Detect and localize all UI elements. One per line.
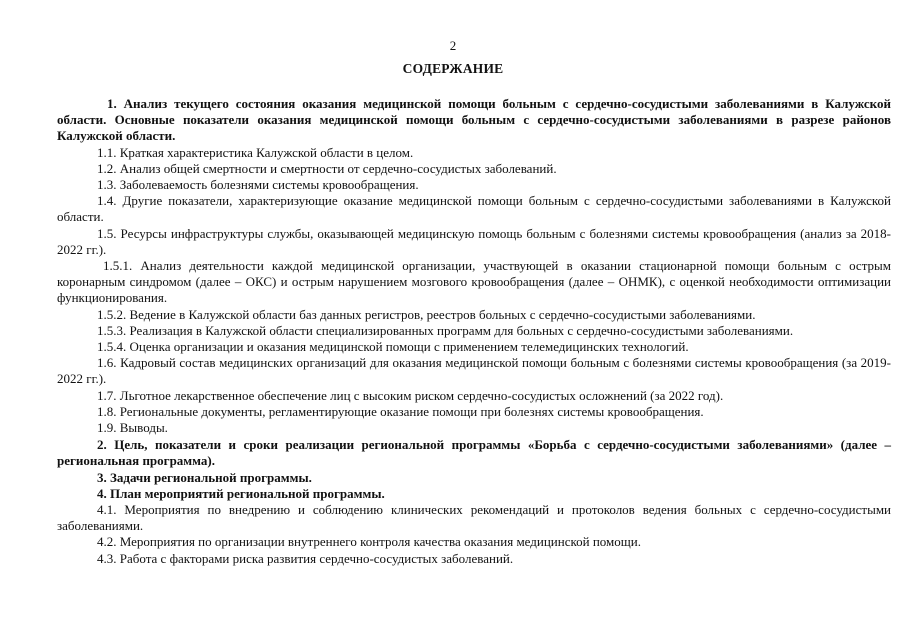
toc-entry-4-3: 4.3. Работа с факторами риска развития сердечно-сосудистых заболеваний. bbox=[97, 550, 514, 566]
toc-entry-1-5-2: 1.5.2. Ведение в Калужской области баз данных регистров, реестров больных с сердечно-сосудистыми заболеваниями. bbox=[97, 306, 756, 322]
toc-entry-1-5: 1.5. Ресурсы инфраструктуры службы, оказывающей медицинскую помощь больным с болезнями системы кровообращения (анализ за 2018-2022 гг.). bbox=[57, 225, 891, 257]
toc-entry-1-7: 1.7. Льготное лекарственное обеспечение лиц с высоким риском сердечно-сосудистых осложнений (за 2022 год). bbox=[97, 387, 724, 403]
toc-entry-1-4: 1.4. Другие показатели, характеризующие оказание медицинской помощи больным с сердечно-сосудистыми заболеваниями в Калужской области. bbox=[57, 193, 891, 225]
toc-entry-3: 3. Задачи региональной программы. bbox=[97, 469, 312, 485]
toc-entry-1-6: 1.6. Кадровый состав медицинских организаций для оказания медицинской помощи больным с болезнями системы кровообращения (за 2019-2022 гг.). bbox=[57, 355, 891, 387]
toc-entry-1-5-4: 1.5.4. Оценка организации и оказания медицинской помощи с применением телемедицинских технологий. bbox=[97, 339, 689, 355]
toc-entry-4: 4. План мероприятий региональной программы. bbox=[97, 485, 385, 501]
toc-entry-1-1: 1.1. Краткая характеристика Калужской области в целом. bbox=[97, 144, 414, 160]
toc-entry-1: 1. Анализ текущего состояния оказания медицинской помощи больным с сердечно-сосудистыми заболеваниями в Калужской области. Основные показатели оказания медицинской помощи больным с сердечно-сосудистыми заболеваниями в разрезе районов Калужской области. bbox=[57, 96, 891, 144]
toc-entry-1-5-1: 1.5.1. Анализ деятельности каждой медицинской организации, участвующей в оказании стационарной помощи больным с острым коронарным синдромом (далее – ОКС) и острым нарушением мозгового кровообращения (далее – ОНМК), с оценкой необходимости оптимизации функционирования. bbox=[57, 258, 891, 306]
page-number: 2 bbox=[449, 38, 457, 53]
toc-entry-2: 2. Цель, показатели и сроки реализации региональной программы «Борьба с сердечно-сосудистыми заболеваниями» (далее – региональная программа). bbox=[57, 437, 891, 469]
toc-entry-4-1: 4.1. Мероприятия по внедрению и соблюдению клинических рекомендаций и протоколов ведения больных с сердечно-сосудистыми заболеваниями. bbox=[57, 502, 891, 534]
toc-entry-1-5-3: 1.5.3. Реализация в Калужской области специализированных программ для больных с сердечно-сосудистыми заболеваниями. bbox=[97, 322, 794, 338]
table-of-contents bbox=[57, 96, 891, 567]
toc-entry-1-2: 1.2. Анализ общей смертности и смертности от сердечно-сосудистых заболеваний. bbox=[97, 160, 557, 176]
toc-entry-1-9: 1.9. Выводы. bbox=[97, 420, 168, 436]
toc-entry-1-8: 1.8. Региональные документы, регламентирующие оказание помощи при болезнях системы кровообращения. bbox=[97, 403, 704, 419]
page-title: СОДЕРЖАНИЕ bbox=[402, 61, 504, 76]
toc-entry-4-2: 4.2. Мероприятия по организации внутреннего контроля качества оказания медицинской помощи. bbox=[97, 534, 641, 550]
toc-entry-1-3: 1.3. Заболеваемость болезнями системы кровообращения. bbox=[97, 177, 419, 193]
